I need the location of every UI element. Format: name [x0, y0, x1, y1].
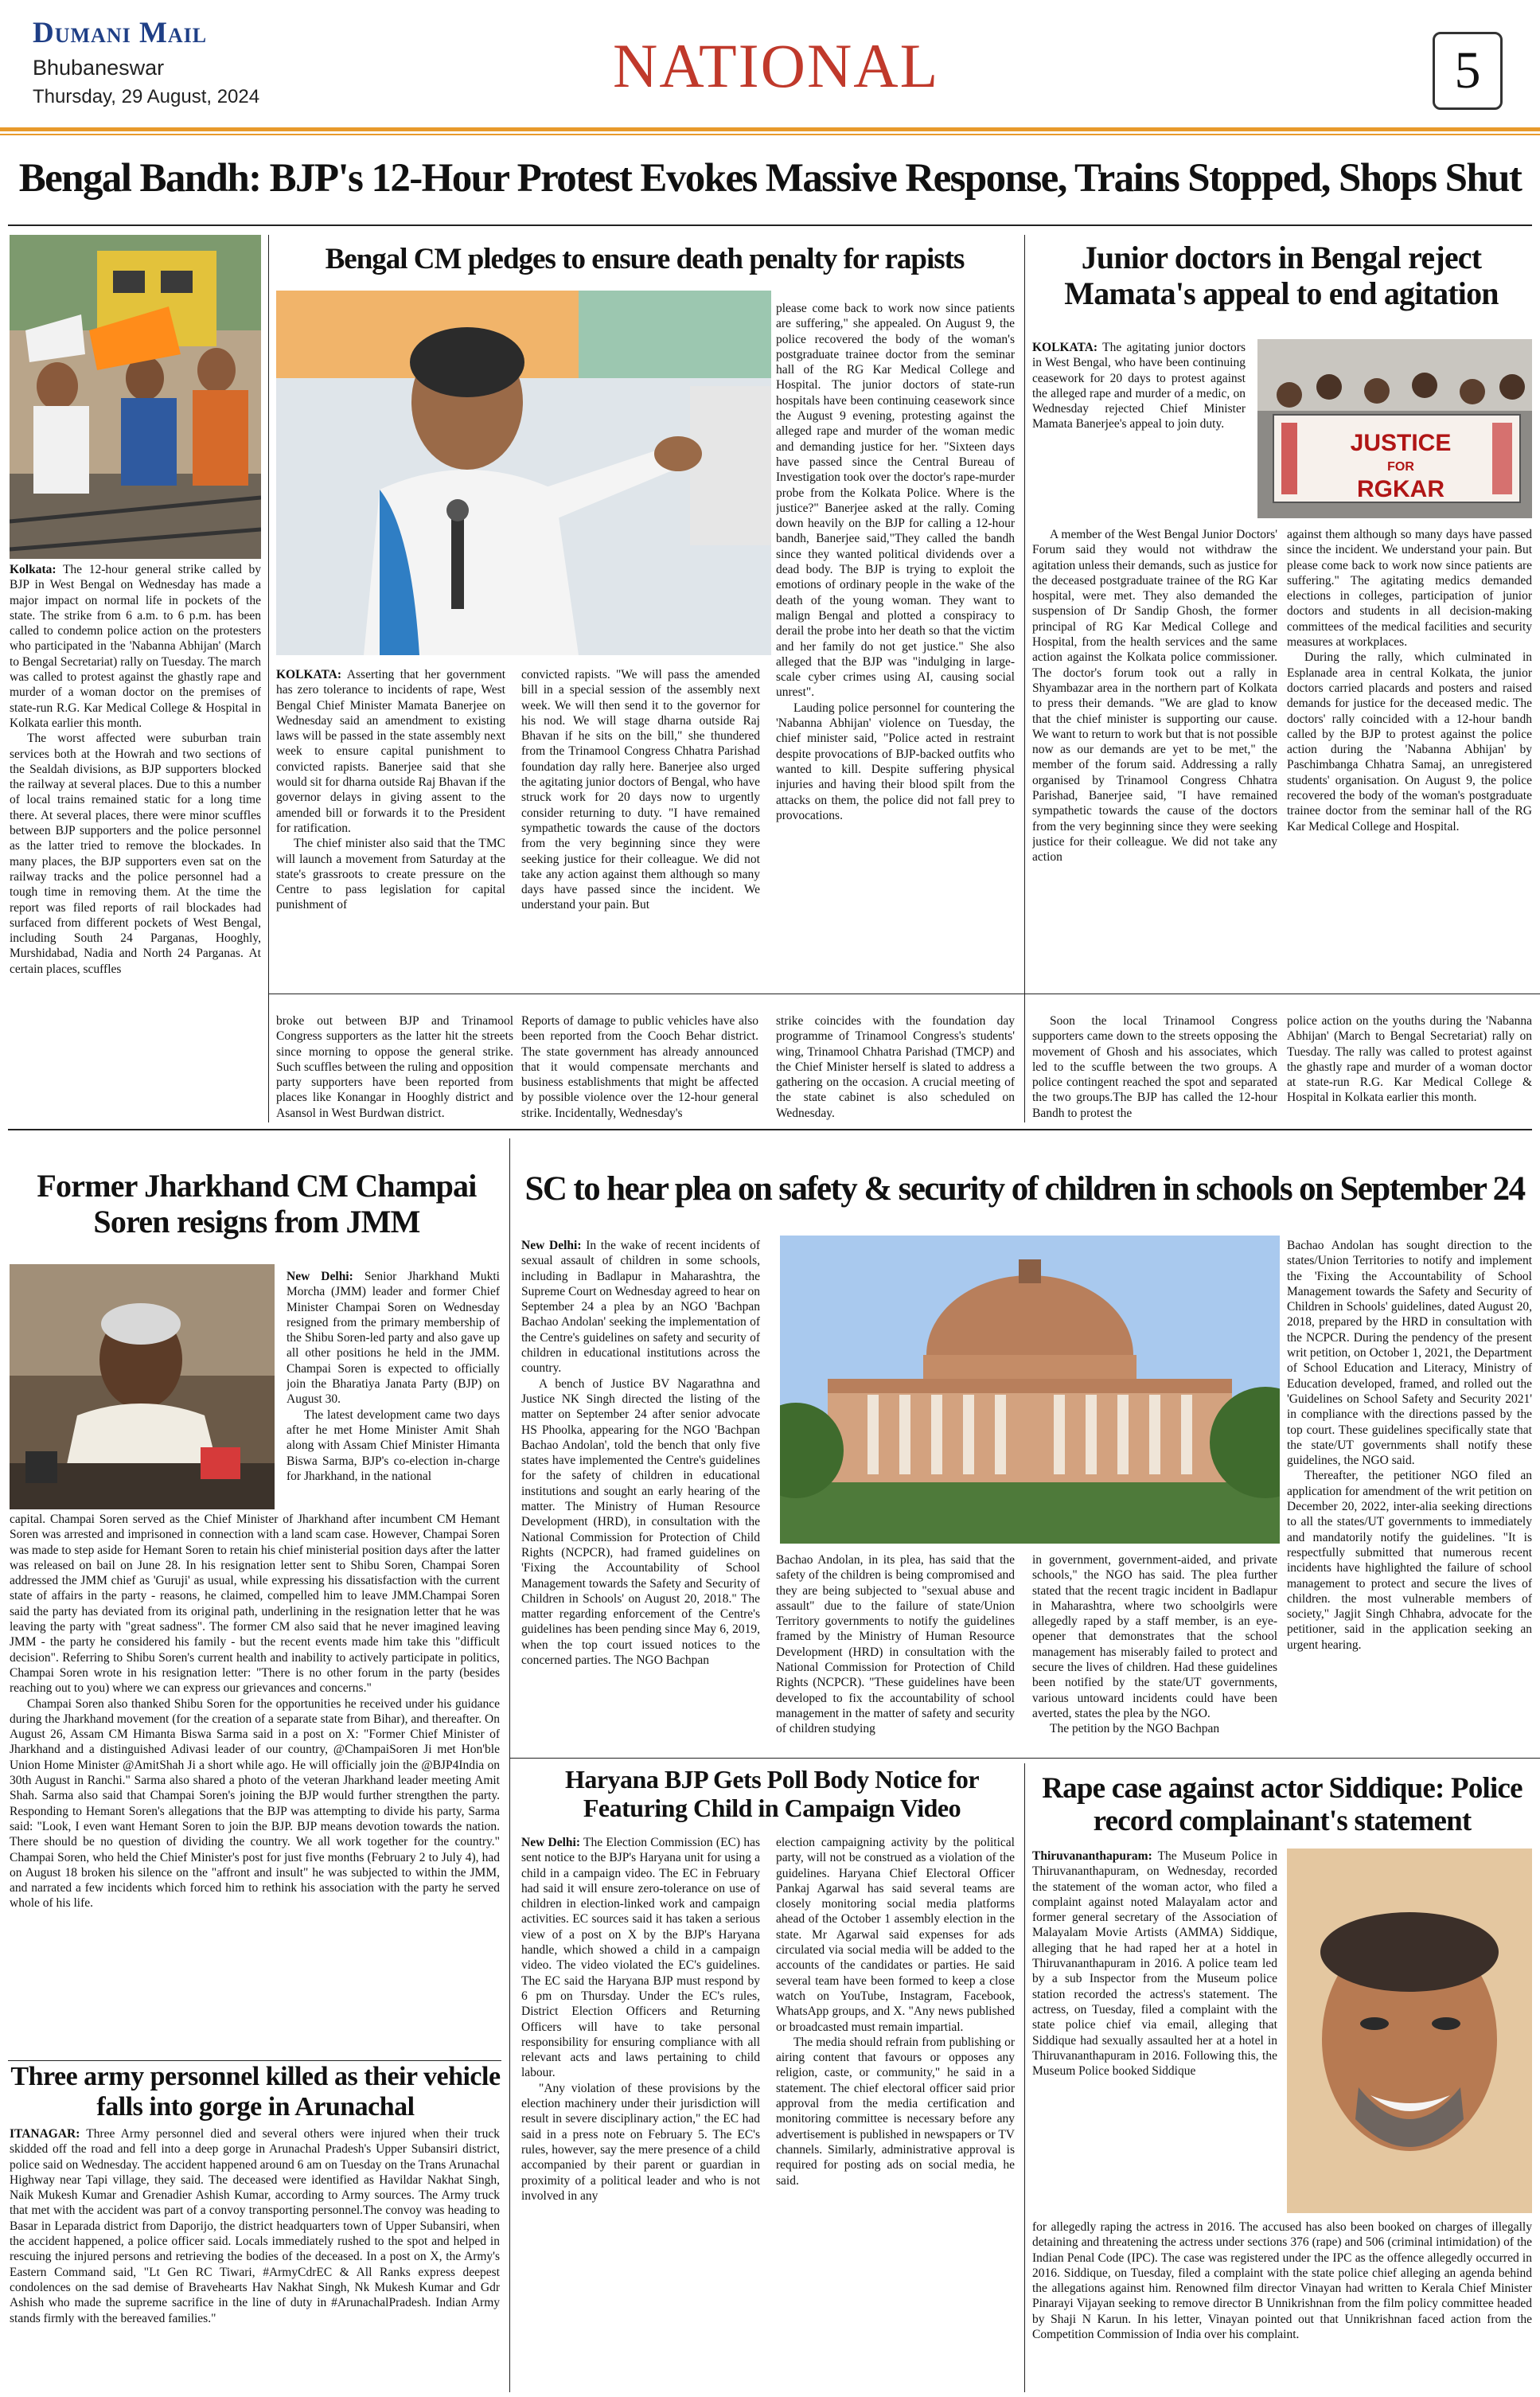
page-number: 5	[1454, 41, 1481, 100]
page-number-box	[1433, 32, 1503, 110]
bandh-lead: The 12-hour general strike called by BJP in West Bengal on Wednesday has made a major impact on normal life in pockets of the state. The strike from 6 a.m. to 6 p.m. has been called to condemn police action on the protesters who participated in the 'Nabanna Abhijan' (March to Bengal Secretariat) rally on Tuesday. The march was called to protest against the ghastly rape and murder of a woman doctor on the premises of state-run R.G. Kar Medical College & Hospital in Kolkata earlier this month.	[10, 563, 261, 730]
army-headline: Three army personnel killed as their vehicle falls into gorge in Arunachal	[10, 2062, 501, 2122]
bandh-story-col3: Reports of damage to public vehicles have also been reported from the Cooch Behar district. The state government has already announced that it would compensate merchants and business establishments that might be affected by possible violence over the 12-hour general strike. Incidentally, Wednesday's	[521, 1014, 758, 1120]
soren-headline: Former Jharkhand CM Champai Soren resigns from JMM	[37, 1168, 477, 1239]
svg-text:FOR: FOR	[1387, 460, 1414, 474]
soren-story-side: New Delhi: Senior Jharkhand Mukti Morcha (JMM) leader and former Chief Minister Champai Soren on Wednesday resigned from the primary membership of the Shibu Soren-led party and also gave up all other positions he held in the JMM. Champai Soren is expected to officially join the Bharatiya Janata Party (BJP) on August 30. The latest development came two days after he met Home Minister Amit Shah along with Assam Chief Minister Himanta Biswa Sarma, BJP's co-election in-charge for Jharkhand, in the national	[287, 1270, 500, 1483]
jd-headline: Junior doctors in Bengal reject Mamata's appeal to end agitation	[1064, 240, 1499, 311]
bandh-story-col1: Kolkata: The 12-hour general strike called by BJP in West Bengal on Wednesday has made a major impact on normal life in pockets of the state. The strike from 6 a.m. to 6 p.m. has been called to condemn police action on the protesters who participated in the 'Nabanna Abhijan' (March to Bengal Secretariat) rally on Tuesday. The march was called to protest against the ghastly rape and murder of a woman doctor on the premises of state-run R.G. Kar Medical College & Hospital in Kolkata earlier this month. The worst affected were suburban train services both at the Howrah and two sections of the Sealdah divisions, as BJP supporters blocked the railway at several places. Due to this a number of local trains remained static for a long time there. At several places, there were minor scuffles between BJP supporters and the police personnel as the latter tried to remove the blockades. In many places, the BJP supporters even sat on the railway tracks and the police personnel had a tough time in removing them. At the time the report was filed reports of rail blockades had surfaced from different pockets of West Bengal, including South 24 Parganas, Hooghly, Murshidabad, Nadia and North 24 Parganas. At certain places, scuffles	[10, 563, 261, 976]
haryana-headline: Haryana BJP Gets Poll Body Notice for Featuring Child in Campaign Video	[564, 1765, 980, 1822]
jd-story-col3: Soon the local Trinamool Congress supporters came down to the streets opposing the movement of Ghosh and his associates, which led to the scuffle between the two groups. A police contingent reached the spot and separated the two groups.The BJP has called the 12-hour Bandh to protest the	[1032, 1014, 1277, 1120]
haryana-story-col2: election campaigning activity by the political party, will not be construed as a violation of the guidelines. Haryana Chief Electoral Officer Pankaj Agarwal has said several teams are closely monitoring social media platforms ahead of the October 1 assembly election in the state. Mr Agarwal said expenses for ads circulated via social media will be added to the accounts of the candidates or parties. He said several team have been formed to keep a close watch on YouTube, Instagram, Facebook, WhatsApp groups, and X. "Any news published or broadcasted must remain impartial. The media should refrain from publishing or airing content that favours or opposes any religion, caste, or community," he said in a statement. The chief electoral officer said prior approval from the media certification and monitoring committee is necessary before any advertisement is published in newspapers or TV channels. Similarly, administrative approval is required for posting ads on social media, he said.	[776, 1836, 1015, 2188]
siddique-story-side: Thiruvananthapuram: The Museum Police in Thiruvananthapuram, on Wednesday, recorded the statement of the woman actor, who filed a complaint against noted Malayalam actor and former general secretary of the Association of Malayalam Movie Artists (AMMA) Siddique, alleging that he had raped her at a hotel in Thiruvananthapuram in 2016. A police team led by a sub Inspector from the Museum police station recorded the actress's statement. The actress, on Tuesday, filed a complaint with the state police chief via email, alleging that Siddique had sexually assaulted her at a hotel in Thiruvananthapuram in 2016. Following this, the Museum Police booked Siddique	[1032, 1849, 1277, 2079]
cm-story-col2: convicted rapists. "We will pass the amended bill in a special session of the assembly next week. We will then send it to the governor for his nod. We will stage dharna outside Raj Bhavan if he sits on the bill," she thundered from the Trinamool Congress Chhatra Parishad foundation day rally here. Banerjee also urged the agitating junior doctors of Bengal, who have struck work for 20 days now to urgently consider returning to duty. "I have remained sympathetic towards the cause of the doctors from the very beginning since they were seeking justice for their colleague. We did not take any action against them although so many days have passed since the incident. We understand your pain. But	[521, 668, 760, 912]
army-story-body: ITANAGAR: Three Army personnel died and several others were injured when their truck skidded off the road and fell into a deep gorge in Arunachal Pradesh's Upper Subansiri district, police said on Wednesday. The accident happened around 6 am on Tuesday on the Trans Arunachal Highway near Tapi village, they said. The deceased were identified as Havildar Nakhat Singh, Naik Mukesh Kumar and Grenadier Ashish Kumar, according to Army sources. The Army truck that met with the accident was part of a convoy transporting personnel.The convoy was heading to Basar in Leparada district from Daporijo, the district headquarters town of Upper Subansiri, when the accident happened, a police officer said. Locals immediately rushed to the spot and helped in rescuing the injured persons and retrieving the bodies of the deceased. In a post on X, the Army's Eastern Command said, "Lt Gen RC Tiwari, #ArmyCdrEC & All Ranks express deepest condolences on the sad demise of Bravehearts Hav Nakhat Singh, Nk Mukesh Kumar and Gdr Ashish who made the supreme sacrifice in the line of duty in #ArunachalPradesh. Indian Army stands firmly with the bereaved families."	[10, 2127, 500, 2325]
paper-name: Dumani Mail	[33, 17, 208, 49]
cm-story-col1: KOLKATA: Asserting that her government has zero tolerance to incidents of rape, West Bengal Chief Minister Mamata Banerjee on Wednesday said an amendment to existing laws will be passed in the state assembly next week to ensure capital punishment to convicted rapists. Banerjee said that she would sit for dharna outside Raj Bhavan if the governor delays in giving assent to the amended bill or forwards it to the President for ratification. The chief minister also said that the TMC will launch a movement from Saturday at the state's grassroots to create pressure on the Centre to pass legislation for capital punishment of	[276, 668, 505, 912]
champai-soren-photo	[10, 1264, 275, 1509]
junior-doctors-rally-photo	[1257, 339, 1532, 518]
jd-story-col4: police action on the youths during the 'Nabanna Abhijan' (March to Bengal Secretariat) rally on Tuesday. The rally was called to protest against the ghastly rape and murder of a woman doctor at state-run R.G. Kar Medical College & Hospital in Kolkata earlier this month.	[1287, 1014, 1532, 1105]
mamata-banerjee-photo	[276, 291, 771, 655]
cm-story-col3: please come back to work now since patients are suffering," she appealed. On August 9, the police recovered the body of the woman's postgraduate trainee doctor from the seminar hall of the RG Kar Medical College and Hospital. The junior doctors of state-run hospitals have been continuing ceasework since the August 9 evening, protesting against the alleged rape and murder of the woman medic and demanding justice for her. "Sixteen days have passed since the Central Bureau of Investigation took over the doctor's rape-murder probe from the Kolkata Police. Where is the justice?" Banerjee asked at the rally. Coming down heavily on the BJP for calling a 12-hour bandh, Banerjee said,"They called the bandh since they wanted political dividends over a dead body. The BJP is trying to exploit the emotions of ordinary people in the wake of the death of the young woman. They want to malign Bengal and plotted a conspiracy to derail the probe into her death so that the victim and her family do not get justice." She also alleged that the BJP was "indulging in large-scale cyber crimes using AI, causing social unrest". Lauding police personnel for countering the 'Nabanna Abhijan' violence on Tuesday, the chief minister said, "Police acted in restraint despite provocations of BJP-backed outfits who wanted to kill. Despite suffering physical injuries and having their blood spilt from the attacks on them, the police did not fall prey to provocations.	[776, 302, 1015, 822]
issue-date: Thursday, 29 August, 2024	[33, 86, 260, 107]
sc-story-col3: in government, government-aided, and private schools," the NGO has said. The plea further stated that the recent tragic incident in Badlapur in Maharashtra, where two schoolgirls were allegedly raped by a staff member, is an eye-opener that demonstrates that the school management has miserably failed to protect and secure the lives of children. Had these guidelines been notified by the state/UT governments, various untoward incidents could have been averted, states the plea by the NGO. The petition by the NGO Bachpan	[1032, 1553, 1277, 1736]
bandh-story-col4: strike coincides with the foundation day programme of Trinamool Congress's students' wing, Trinamool Chhatra Parishad (TMCP) and the Chief Minister herself is slated to address a gathering on the occasion. A crucial meeting of the state cabinet is also scheduled on Wednesday.	[776, 1014, 1015, 1120]
bandh-rail-blockade-photo	[10, 235, 261, 559]
sc-story-col2: Bachao Andolan, in its plea, has said that the safety of the children is being compromised and they are being subjected to "sexual abuse and assault" due to the failure of state/Union Territory governments to notify the guidelines framed by the Ministry of Human Resource Development (HRD) in consultation with the National Commission for Protection of Child Rights (NCPCR). "These guidelines have been developed to fix the accountability of school management in the matter of safety and security of children studying	[776, 1553, 1015, 1736]
sc-headline: SC to hear plea on safety & security of children in schools on September 24	[524, 1170, 1525, 1208]
city: Bhubaneswar	[33, 56, 165, 80]
sc-story-col4: Bachao Andolan has sought direction to the states/Union Territories to notify and implement the 'Fixing the Accountability of School Management towards the Safety and Security of Children in Schools' guidelines, dated August 20, 2018, prepared by the HRD in consultation with the NCPCR. During the pendency of the present writ petition, on October 1, 2021, the Department of School Education and Literacy, Ministry of Education developed, framed, and rolled out the 'Guidelines on School Safety and Security 2021' in compliance with the directions passed by the top court. These guidelines specifically state that the state/UT governments shall notify these guidelines, the NGO said. Thereafter, the petitioner NGO filed an application for amendment of the writ petition on December 20, 2022, inter-alia seeking directions to all the states/UT governments to immediately and mandatorily notify the guidelines. "It is respectfully submitted that numerous recent incidents have highlighted the failure of school management to protect and secure the lives of children. the most vulnerable members of society," Jagjit Singh Chhabra, advocate for the petitioner, said in the application seeking an urgent hearing.	[1287, 1239, 1532, 1652]
section-title: NATIONAL	[613, 31, 940, 100]
bandh-story-col2: broke out between BJP and Trinamool Congress supporters as the latter hit the streets since morning to oppose the general strike. Such scuffles between the ruling and opposition party supporters have been reported from places like Konangar in Hooghly district and Asansol in West Burdwan district.	[276, 1014, 513, 1120]
jd-story-col2: against them although so many days have passed since the incident. We understand your pain. But please come back to work now since patients are suffering." The agitating medics demanded elections in colleges, participation of junior doctors and students in all decision-making committees of the medical facilities and security measures at workplaces. During the rally, which culminated in Esplanade area in central Kolkata, the junior doctors carried placards and posters and raised demands for justice for the deceased medic. The doctors' rally coincided with a 12-hour bandh called by the BJP to protest against the police action during the 'Nabanna Abhijan' by Paschimbanga Chhatra Samaj, an unregistered students' organisation. On August 9, the police recovered the body of the woman's postgraduate trainee doctor from the seminar hall of the RG Kar Medical College and Hospital.	[1287, 528, 1532, 833]
jd-lead: KOLKATA: The agitating junior doctors in West Bengal, who have been continuing ceasework for 20 days to protest against the alleged rape and murder of a medic, on Wednesday rejected Chief Minister Mamata Banerjee's appeal to join duty.	[1032, 341, 1246, 431]
siddique-headline: Rape case against actor Siddique: Police record complainant's statement	[1042, 1772, 1522, 1838]
jd-story-col1: A member of the West Bengal Junior Doctors' Forum said they would not withdraw the agitation unless their demands, such as justice for the deceased postgraduate trainee of the RG Kar hospital, were met. They also demanded the suspension of Dr Sandip Ghosh, the former principal of RG Kar Medical College and Hospital, from the health services and the same action against the Kolkata police commissioner. The doctor's forum took out a rally in Shyambazar area in the northern part of Kolkata to press their demands. "We are glad to know that the chief minister is supporting our cause. We want to return to work but that is not possible now as our demands are yet to be met," the member of the forum said. Addressing a rally organised by Trinamool Congress Chhatra Parishad, Banerjee said, "I have remained sympathetic towards the cause of the doctors from the very beginning since they were seeking justice for their colleague. We did not take any action	[1032, 528, 1277, 865]
supreme-court-building-photo	[780, 1236, 1280, 1544]
svg-text:RGKAR: RGKAR	[1357, 476, 1444, 502]
soren-story-full: capital. Champai Soren served as the Chief Minister of Jharkhand after incumbent CM Hemant Soren was arrested and imprisoned in connection with a land scam case. However, Champai Soren was made to step aside for Hemant Soren to retain his chief ministerial position days after the latter was released on bail on June 28. In his resignation letter sent to Shibu Soren, Champai Soren addressed the JMM chief as 'Guruji' as usual, while expressing his dissatisfaction with the current state of affairs in the party - reasons, he claimed, compelled him to leave JMM.Champai Soren said the party has deviated from its original path, underlining in the resignation letter that he was leaving the party with "great sadness". The former CM also said that he never imagined leaving JMM - the party he considered his family - but the recent events made him take this "difficult decision". Referring to Shibu Soren's current health and inability to actively participate in politics, Champai Soren wrote in his resignation letter: "There is no other forum in the party (besides reaching out to you) where we can express our grievances and concerns." Champai Soren also thanked Shibu Soren for the opportunities he received under his guidance during the Jharkhand movement (for the creation of a separate state from Bihar), and thereafter. On August 26, Assam CM Himanta Biswa Sarma said in a post on X: "Former Chief Minister of Jharkhand and a distinguished Adivasi leader of our country, @ChampaiSoren Ji met Hon'ble Union Home Minister @AmitShah Ji a short while ago. He will officially join the @BJP4India on 30th August in Ranchi." Sarma also shared a photo of the veteran Jharkhand leader meeting Amit Shah. Sarma also said that Champai Soren's joining the BJP would further strengthen the party. Responding to Hemant Soren's allegations that the BJP was attempting to divide his party, Sarma said: "Look, I even want Hemant Soren to join the BJP. BJP means devotion towards the nation. There should be no question of dividing the country. We all work together for the country." Champai Soren, who held the Chief Minister's post for just five months (February 2 to July 4), had on August 18 broken his silence on the "affront and insult" he was subjected to within the JMM, and narrated a few incidents which forced him to rethink his association with the party he served whole of his life.	[10, 1513, 500, 1911]
siddique-story-full: for allegedly raping the actress in 2016. The accused has also been booked on charges of illegally detaining and threatening the actress under sections 376 (rape) and 506 (criminal intimidation) of the Indian Penal Code (IPC). The case was registered under the IPC as the offence allegedly occurred in 2016. Siddique, on Tuesday, filed a complaint with the state police chief alleging an agenda behind the allegations against him. Renowned film director Vinayan had written to Kerala Chief Minister Pinarayi Vijayan seeking to remove director B Unnikrishnan from the film policy committee headed by Shaji N Karun. In his letter, Vinayan pointed out that Unnikrishnan faced action from the Competition Commission of India over his complaint.	[1032, 2220, 1532, 2342]
svg-text:JUSTICE: JUSTICE	[1350, 430, 1452, 456]
cm-headline: Bengal CM pledges to ensure death penalty for rapists	[325, 243, 965, 275]
sc-story-col1: New Delhi: In the wake of recent incidents of sexual assault of children in some schools, including in Badlapur in Maharashtra, the Supreme Court on Wednesday agreed to hear on September 24 a plea by an NGO 'Bachpan Bachao Andolan' seeking the implementation of the Centre's guidelines on safety and security of children in educational institutions across the country. A bench of Justice BV Nagarathna and Justice NK Singh directed the listing of the matter on September 24 after senior advocate HS Phoolka, appearing for the NGO 'Bachpan Bachao Andolan', told the bench that only five states have implemented the Centre's guidelines for the safety of children in educational institutions and sought an early hearing of the matter. The Ministry of Human Resource Development (HRD), in consultation with the National Commission for Protection of Child Rights (NCPCR), had framed guidelines on 'Fixing the Accountability of School Management towards the Safety and Security of Children in Schools' on August 20, 2018." The matter regarding enforcement of the Centre's guidelines has been pending since May 6, 2019, when the top court issued notices to the concerned parties. The NGO Bachpan	[521, 1239, 760, 1668]
haryana-story-col1: New Delhi: The Election Commission (EC) has sent notice to the BJP's Haryana unit for using a child in a campaign video. The EC in February had said it will ensure zero-tolerance on use of children in election-linked work and campaign activities. EC sources said it has taken a serious view of a post on X by the BJP's Haryana handle, which showed a child in a campaign video. The video violated the EC's guidelines. The EC said the Haryana BJP must respond by 6 pm on Thursday. Under the EC's rules, District Election Officers and Returning Officers will have to take personal responsibility for ensuring compliance with all relevant acts and laws pertaining to child labour. "Any violation of these provisions by the election machinery under their jurisdiction will result in severe disciplinary action," the EC had said in a press note on February 5. The EC's rules, however, say the mere presence of a child accompanied by their parent or guardian in proximity of a political leader and who is not involved in any	[521, 1836, 760, 2203]
masthead	[0, 0, 1540, 163]
top-headline: Bengal Bandh: BJP's 12-Hour Protest Evokes Massive Response, Trains Stopped, Shops Shut	[18, 156, 1522, 201]
siddique-photo	[1287, 1849, 1532, 2213]
bandh-body: The worst affected were suburban train services both at the Howrah and two sections of the Sealdah divisions, as BJP supporters blocked the railway at several places. Due to this a number of local trains remained static for a long time there. At several places, there were minor scuffles between BJP supporters and the police personnel as the latter tried to remove the blockades. In many places, the BJP supporters even sat on the railway tracks and the police personnel had a tough time in removing them. At the time the report was filed reports of rail blockades had surfaced from different pockets of West Bengal, including South 24 Parganas, Hooghly, Murshidabad, Nadia and North 24 Parganas. At certain places, scuffles	[10, 732, 261, 976]
